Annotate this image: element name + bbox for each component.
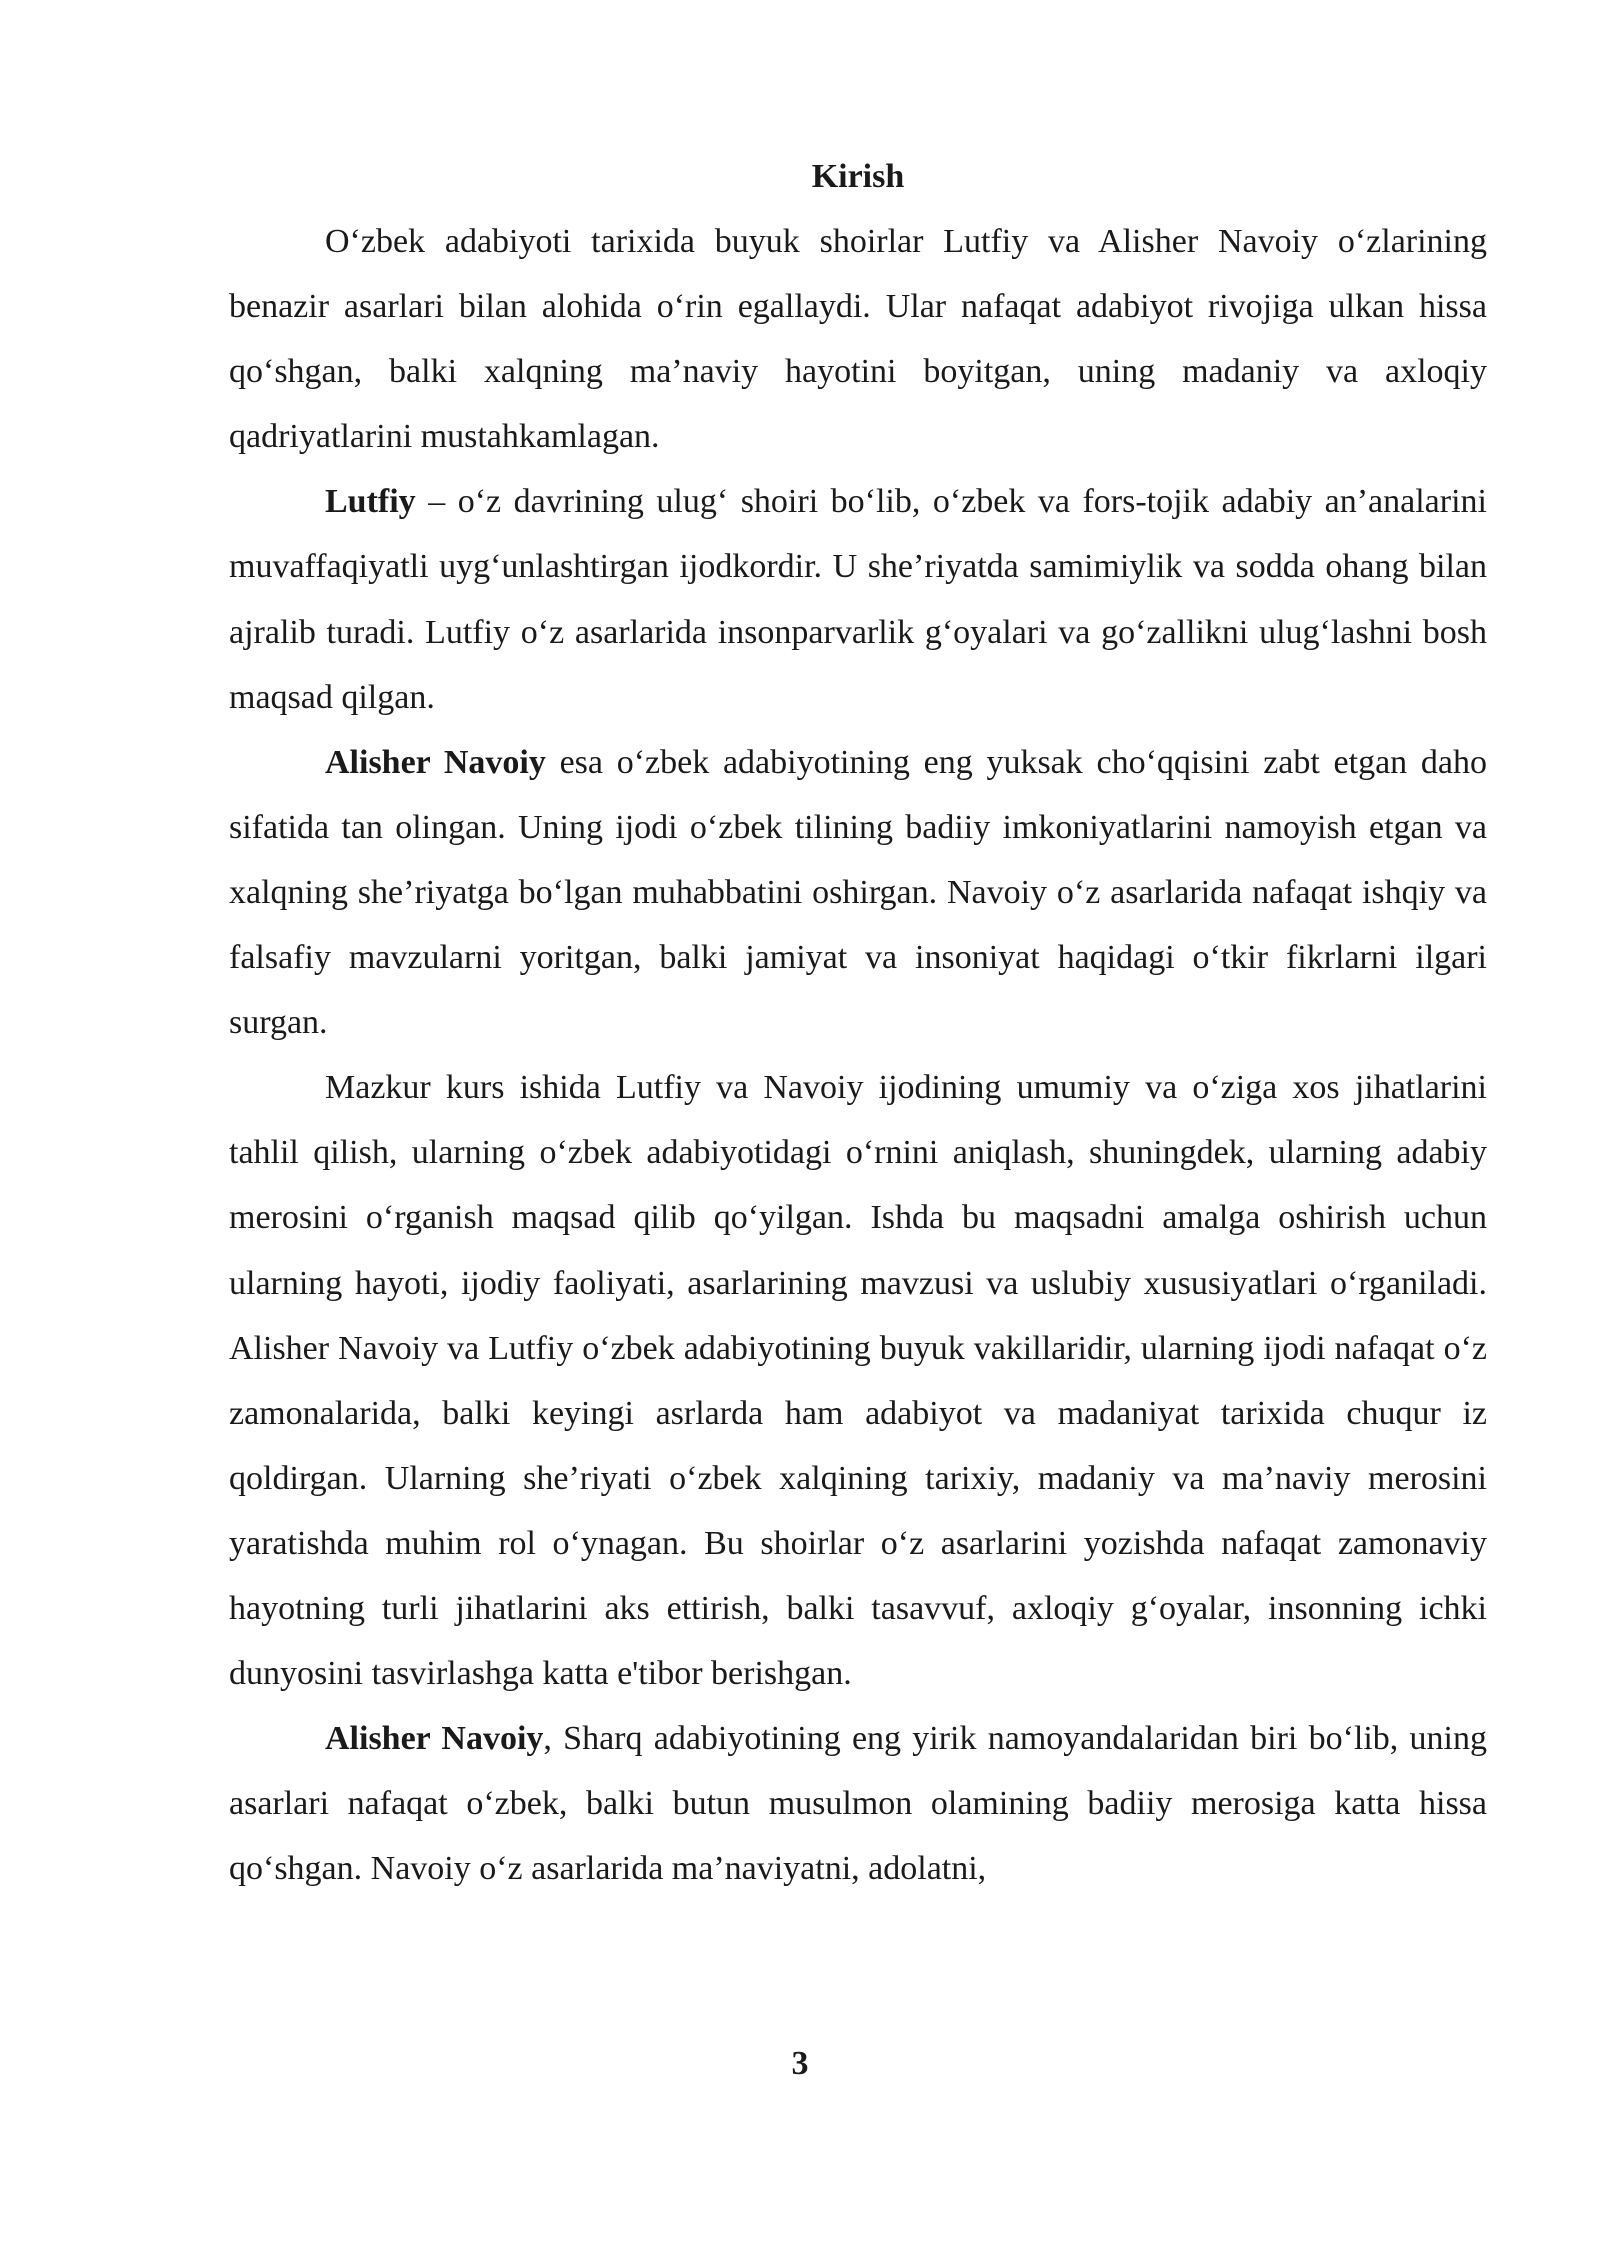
section-heading: Kirish bbox=[811, 158, 905, 195]
paragraph-lutfiy bbox=[229, 469, 1487, 729]
paragraph-lead-bold: Lutfiy bbox=[325, 483, 416, 521]
paragraph-navoiy-legacy bbox=[229, 1706, 1487, 1901]
page-number: 3 bbox=[791, 2045, 809, 2082]
paragraph-lead-bold: Alisher Navoiy bbox=[325, 1720, 544, 1758]
paragraph-text: – o‘z davrining ulug‘ shoiri bo‘lib, o‘zbek va fors-tojik adabiy an’analarini muvaffaqiyatli uyg‘unlashtirgan ijodkordir. U she’riyatda samimiylik va sodda ohang bilan ajralib turadi. Lutfiy o‘z asarlarida insonparvarlik g‘oyalari va go‘zallikni ulug‘lashni bosh maqsad qilgan. bbox=[229, 483, 1487, 716]
paragraph-lead-bold: Alisher Navoiy bbox=[325, 743, 546, 781]
paragraph-text: Mazkur kurs ishida Lutfiy va Navoiy ijodining umumiy va o‘ziga xos jihatlarini tahlil qilish, ularning o‘zbek adabiyotidagi o‘rnini aniqlash, shuningdek, ularning adabiy merosini o‘rganish maqsad qilib qo‘yilgan. Ishda bu maqsadni amalga oshirish uchun ularning hayoti, ijodiy faoliyati, asarlarining mavzusi va uslubiy xususiyatlari o‘rganiladi. Alisher Navoiy va Lutfiy o‘zbek adabiyotining buyuk vakillaridir, ularning ijodi nafaqat o‘z zamonalarida, balki keyingi asrlarda ham adabiyot va madaniyat tarixida chuqur iz qoldirgan. Ularning she’riyati o‘zbek xalqining tarixiy, madaniy va ma’naviy merosini yaratishda muhim rol o‘ynagan. Bu shoirlar o‘z asarlarini yozishda nafaqat zamonaviy hayotning turli jihatlarini aks ettirish, balki tasavvuf, axloqiy g‘oyalar, insonning ichki dunyosini tasvirlashga katta e'tibor berishgan. bbox=[229, 1069, 1487, 1693]
paragraph-navoiy bbox=[229, 730, 1487, 1055]
paragraph-course-work bbox=[229, 1055, 1487, 1706]
paragraph-text: , Sharq adabiyotining eng yirik namoyandalaridan biri bo‘lib, uning asarlari nafaqat o‘zbek, balki butun musulmon olamining badiiy merosiga katta hissa qo‘shgan. Navoiy o‘z asarlarida ma’naviyatni, adolatni, bbox=[229, 1720, 1487, 1888]
paragraph-text: esa o‘zbek adabiyotining eng yuksak cho‘qqisini zabt etgan daho sifatida tan olingan. Uning ijodi o‘zbek tilining badiiy imkoniyatlarini namoyish etgan va xalqning she’riyatga bo‘lgan muhabbatini oshirgan. Navoiy o‘z asarlarida nafaqat ishqiy va falsafiy mavzularni yoritgan, balki jamiyat va insoniyat haqidagi o‘tkir fikrlarni ilgari surgan. bbox=[229, 743, 1487, 1042]
page-content bbox=[229, 145, 1487, 1901]
paragraph-intro bbox=[229, 209, 1487, 469]
paragraph-text: O‘zbek adabiyoti tarixida buyuk shoirlar Lutfiy va Alisher Navoiy o‘zlarining benazir asarlari bilan alohida o‘rin egallaydi. Ular nafaqat adabiyot rivojiga ulkan hissa qo‘shgan, balki xalqning ma’naviy hayotini boyitgan, uning madaniy va axloqiy qadriyatlarini mustahkamlagan. bbox=[229, 223, 1487, 456]
